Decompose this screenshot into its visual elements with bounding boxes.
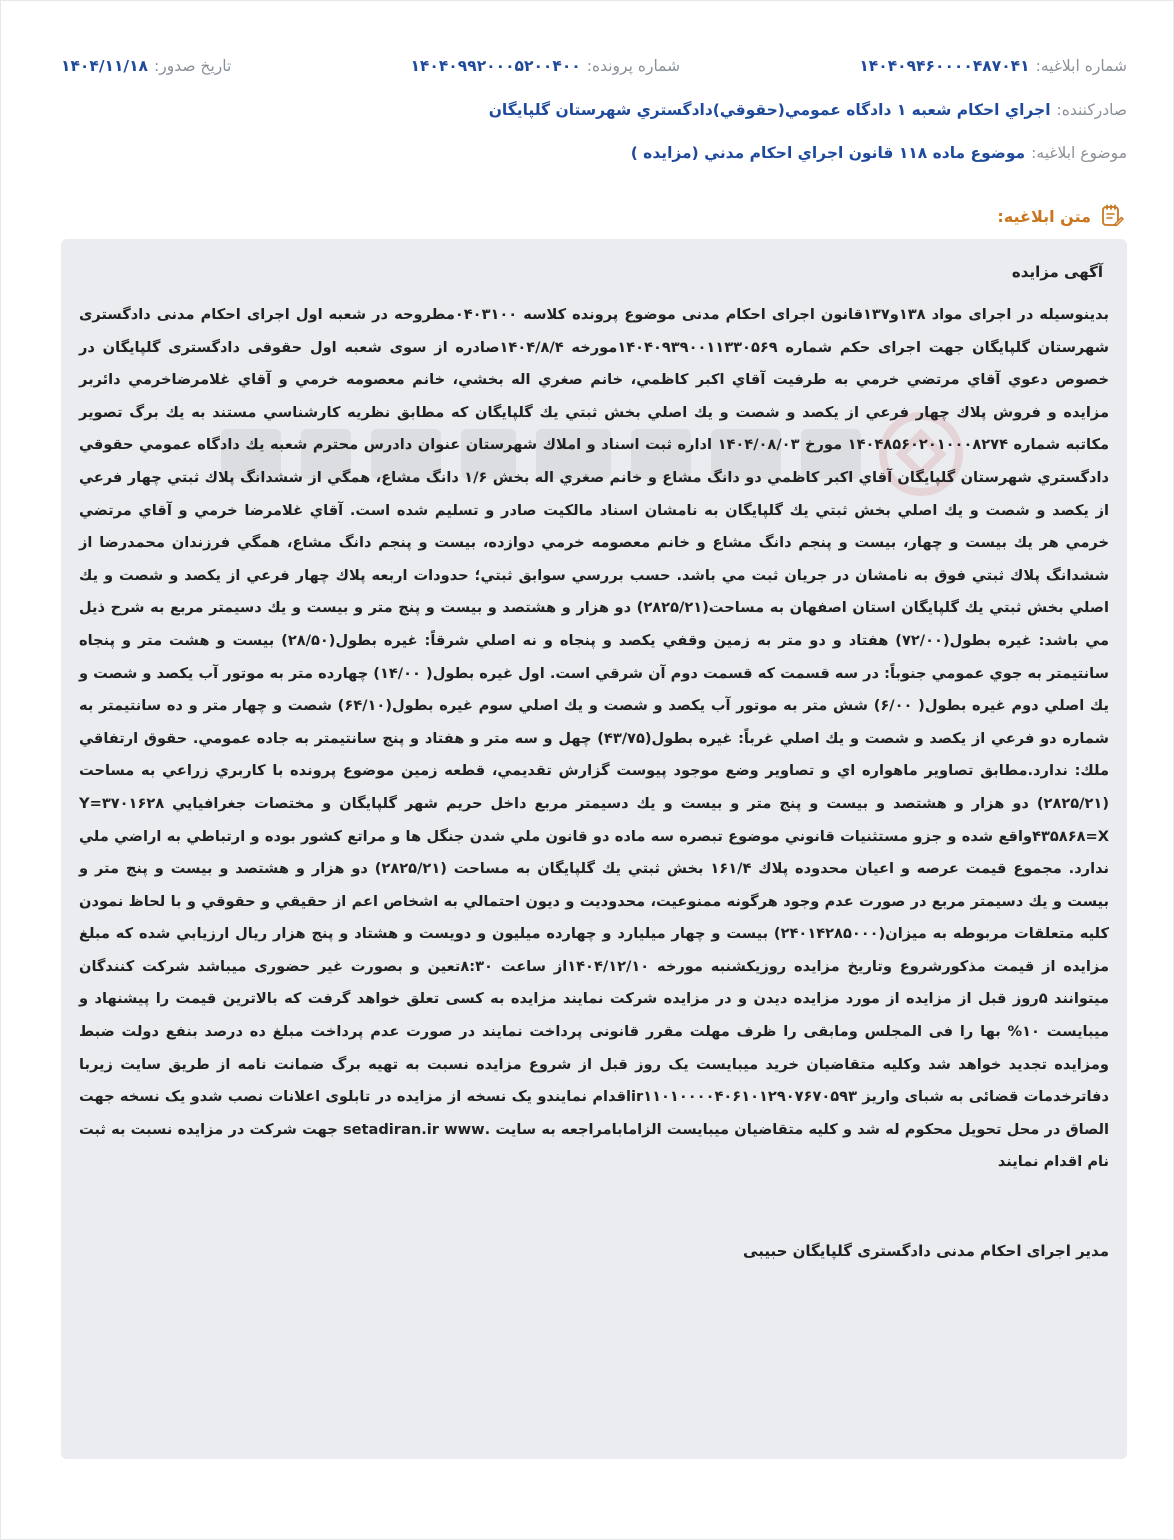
case-number — [410, 57, 680, 75]
signature: مدیر اجرای احکام مدنی دادگستری گلپایگان حبیبی — [743, 1242, 1109, 1260]
issue-date-value: ۱۴۰۴/۱۱/۱۸ — [61, 57, 149, 75]
issuer-label: صادرکننده: — [1056, 101, 1127, 119]
notice-body: بدینوسیله در اجرای مواد ۱۳۸و۱۳۷قانون اجرای احکام مدنی موضوع پرونده کلاسه ۰۴۰۳۱۰۰مطروحه در شعبه اول اجرای احکام مدنی دادگستری شهرستان گلپایگان جهت اجرای حکم شماره ۱۴۰۴۰۹۳۹۰۰۱۱۳۳۰۵۶۹مورخه ۱۴۰۴/۸/۴صادره از سوی شعبه اول حقوقی دادگستری گلپایگان در خصوص دعوي آقاي مرتضي خرمي به طرفيت آقاي اكبر كاظمي، خانم صغري اله بخشي، خانم معصومه خرمي و آقاي غلامرضاخرمي دائربر مزايده و فروش پلاك چهار فرعي از يكصد و شصت و يك اصلي بخش ثبتي يك گلپايگان كه مطابق نظريه كارشناسي مستند به يك برگ تصوير مكاتبه شماره ۱۴۰۴۸۵۶۰۲۰۱۰۰۰۸۲۷۴ مورخ ۱۴۰۴/۰۸/۰۳ اداره ثبت اسناد و املاك شهرستان عنوان دادرس محترم شعبه يك دادگاه عمومي حقوقي دادگستري شهرستان گلپايگان آقاي اكبر كاظمي دو دانگ مشاع و خانم صغري اله بخش ۱/۶ دانگ مشاع، همگي از ششدانگ پلاك ثبتي چهار فرعي از يكصد و شصت و يك اصلي بخش ثبتي يك گلپايگان به نامشان اسناد مالكيت صادر و تسليم شده است. آقاي غلامرضا خرمي و آقاي مرتضي خرمي هر يك بيست و چهار، بيست و پنجم دانگ مشاع و خانم معصومه خرمي دوازده، بيست و پنجم دانگ مشاع، همگي فرزندان محمدرضا از ششدانگ پلاك ثبتي فوق به نامشان در جريان ثبت مي باشد. حسب بررسي سوابق ثبتي؛ حدودات اربعه پلاك چهار فرعي از يكصد و شصت و يك اصلي بخش ثبتي يك گلپايگان استان اصفهان به مساحت(۲۸۲۵/۲۱) دو هزار و هشتصد و بيست و پنج متر و بيست و يك دسيمتر مربع به شرح ذيل مي باشد: غيره بطول(۷۲/۰۰) هفتاد و دو متر به زمين وقفي يكصد و پنجاه و نه اصلي شرقاً: غيره بطول(۲۸/۵۰) بيست و هشت متر و پنجاه سانتيمتر به جوي عمومي جنوباً: در سه قسمت كه قسمت دوم آن شرقي است. اول غيره بطول( ۱۴/۰۰) چهارده متر به موتور آب يكصد و شصت و يك اصلي دوم غيره بطول( ۶/۰۰) شش متر به موتور آب يكصد و شصت و يك اصلي سوم غيره بطول(۶۴/۱۰) شصت و چهار متر و ده سانتيمتر به شماره دو فرعي از يكصد و شصت و يك اصلي غرباً: غيره بطول(۴۳/۷۵) چهل و سه متر و هفتاد و پنج سانتيمتر به جاده عمومي. حقوق ارتفاقي ملك: ندارد.مطابق تصاوير ماهواره اي و تصاوير وضع موجود پيوست گزارش تقديمي، قطعه زمين موضوع پرونده با كاربري زراعي به مساحت (۲۸۲۵/۲۱) دو هزار و هشتصد و بيست و پنج متر و بيست و يك دسيمتر مربع داخل حريم شهر گلپايگان و مختصات جغرافيايي ۳۷۰۱۶۲۸=Y ۴۳۵۸۶۸=Xواقع شده و جزو مستثنيات قانوني موضوع تبصره سه ماده دو قانون ملي شدن جنگل ها و مراتع كشور بوده و ارتباطي به اراضي ملي ندارد. مجموع قيمت عرصه و اعيان محدوده پلاك ۱۶۱/۴ بخش ثبتي يك گلپايگان به مساحت (۲۸۲۵/۲۱) دو هزار و هشتصد و بيست و پنج متر و بيست و يك دسيمتر مربع در صورت عدم وجود هرگونه ممنوعيت، محدوديت و ديون احتمالي به اشخاص اعم از حقيقي و حقوقي و با لحاظ نمودن كليه متعلقات مربوطه به ميزان(۲۴۰۱۴۲۸۵۰۰۰) بيست و چهار ميليارد و چهارده ميليون و دويست و هشتاد و پنج هزار ريال ارزيابي شده كه مبلغ مزايده از قيمت مذكورشروع وتاريخ مزايده روزيکشنبه مورخه ۱۴۰۴/۱۲/۱۰از ساعت ۸:۳۰تعين و بصورت غیر حضوری میباشد شرکت کنندگان میتوانند ۵روز قبل از مزایده از مورد مزایده دیدن و در مزایده شرکت نمایند مزایده به کسی تعلق خواهد گرفت که بالاترین قیمت را پیشنهاد و میبایست ۱۰% بها را فی المجلس ومابقی را ظرف مهلت مقرر قانونی پرداخت نمایند در صورت عدم پرداخت مبلغ ده درصد بنفع دولت ضبط ومزایده تجدید خواهد شد وکلیه متقاضیان خرید میبایست یک روز قبل از شروع مزایده نسبت به تهیه برگ ضمانت نامه از طریق سایت زیربا دفاترخدمات قضائی به شبای واریز ir۱۱۰۱۰۰۰۰۴۰۶۱۰۱۲۹۰۷۶۷۰۵۹۳اقدام نمایندو یک نسخه از مزایده در تابلوی اعلانات نصب شدو یک نسخه جهت الصاق در محل تحویل محکوم له شد و کلیه متقاضیان میبایست الزامابامراجعه به سایت .setadiran.ir www جهت شرکت در مزایده نسبت به ثبت نام اقدام نمایند — [79, 306, 1110, 1171]
notice-number-label: شماره ابلاغیه: — [1035, 57, 1127, 75]
header-meta-row — [61, 57, 1127, 75]
subject-label: موضوع ابلاغیه: — [1031, 144, 1127, 162]
notice-number — [859, 57, 1127, 75]
issue-date — [61, 57, 231, 75]
notice-number-value: ۱۴۰۴۰۹۴۶۰۰۰۰۴۸۷۰۴۱ — [859, 57, 1030, 75]
issuer-row — [61, 101, 1127, 119]
notice-text-heading — [997, 203, 1125, 229]
notice-text-title: متن ابلاغیه: — [997, 206, 1091, 226]
document-edit-icon — [1099, 203, 1125, 229]
issuer — [489, 101, 1127, 119]
notice-title: آگهی مزایده — [1011, 263, 1103, 281]
notice-content-box — [61, 239, 1127, 1459]
issuer-value: اجراي احکام شعبه ۱ دادگاه عمومي(حقوقي)دادگستري شهرستان گلپايگان — [488, 101, 1051, 119]
case-number-label: شماره پرونده: — [586, 57, 681, 75]
subject-row — [61, 144, 1127, 162]
subject — [631, 144, 1127, 162]
issue-date-label: تاریخ صدور: — [154, 57, 232, 75]
subject-value: موضوع ماده ۱۱۸ قانون اجراي احکام مدني (مزايده ) — [630, 144, 1026, 162]
case-number-value: ۱۴۰۴۰۹۹۲۰۰۰۵۲۰۰۴۰۰ — [410, 57, 581, 75]
